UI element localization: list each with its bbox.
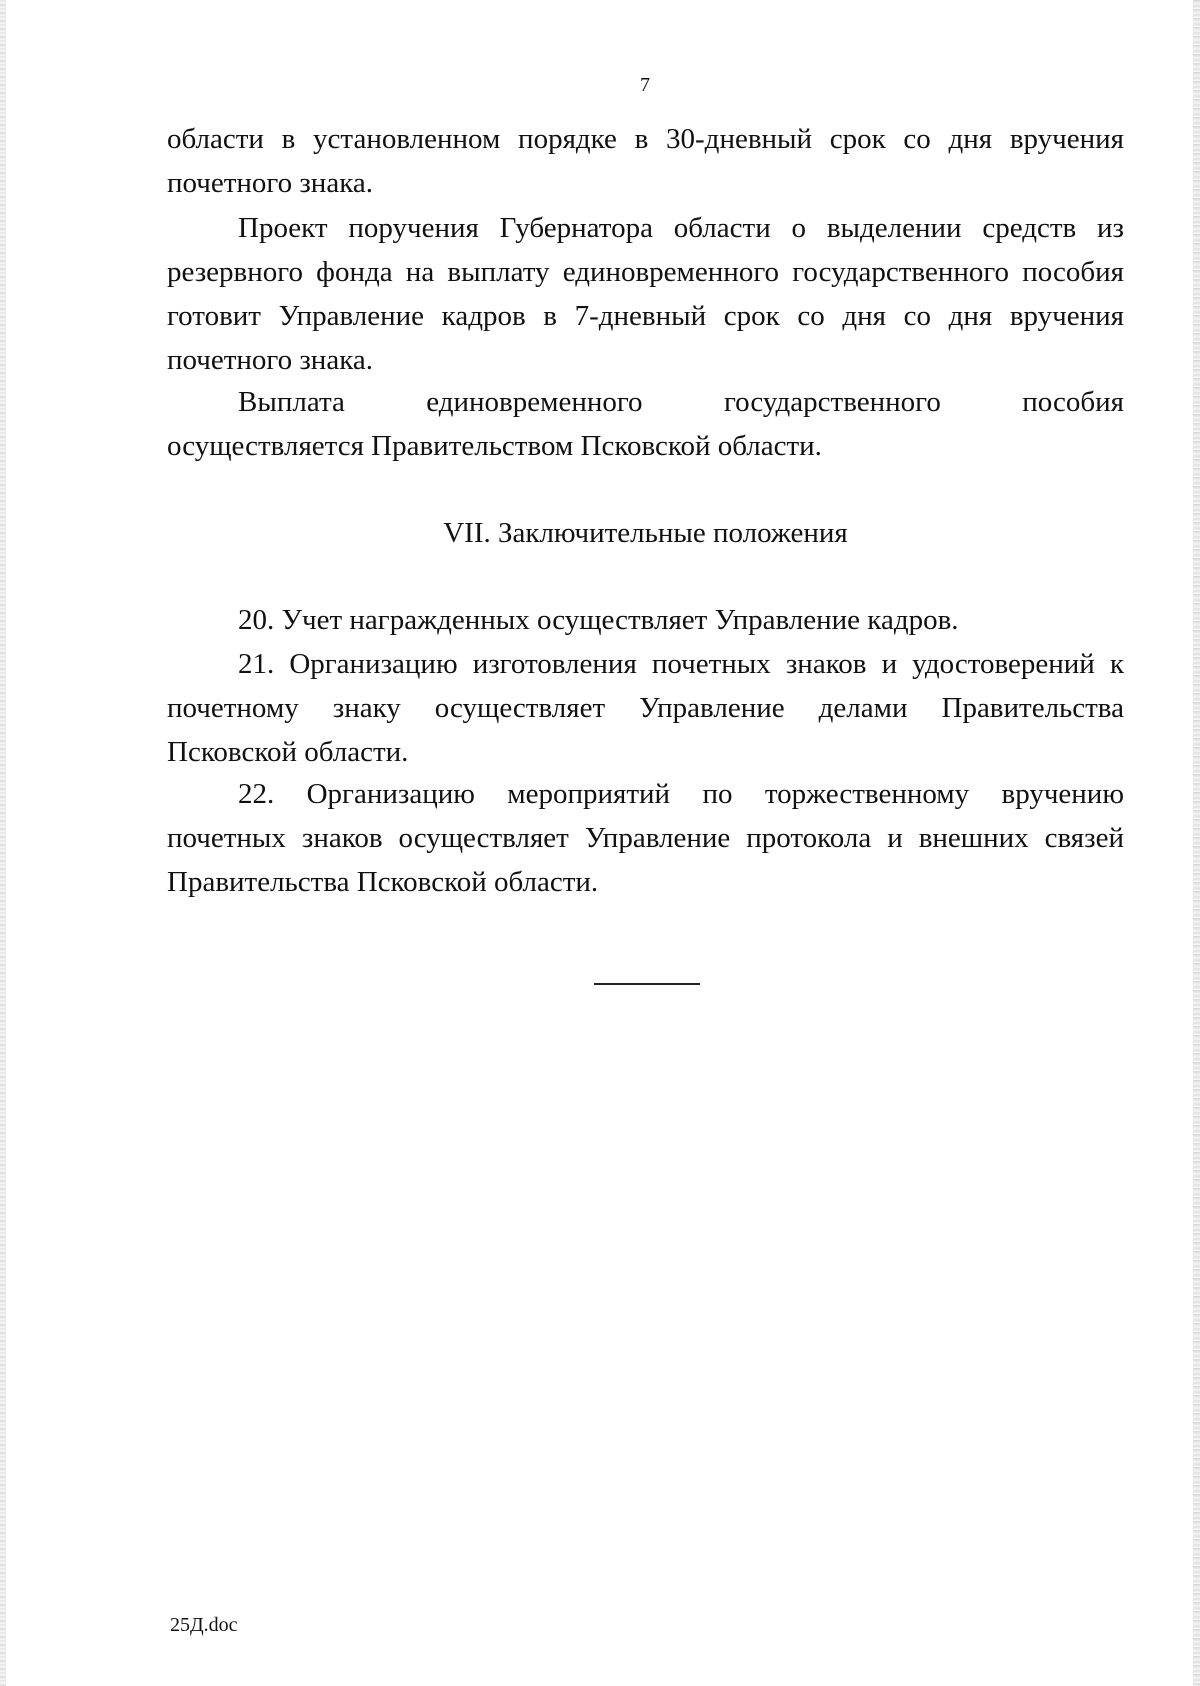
paragraph-payment-line-1: Выплата единовременного государственного пособия (238, 386, 1124, 418)
section-heading: VII. Заключительные положения (443, 517, 848, 549)
list-item-22: 22. Организацию мероприятий по торжественному вручению почетных знаков осуществляет Управление протокола и внешних связей Правительства Псковской области. (167, 778, 1124, 898)
paragraph-continuation: области в установленном порядке в 30-дневный срок со дня вручения почетного знака. (167, 123, 1124, 199)
scan-edge-right (1193, 0, 1200, 1686)
end-divider (594, 983, 700, 985)
footer-filename: 25Д.doc (170, 1614, 238, 1636)
page-number: 7 (640, 74, 650, 96)
paragraph-governor-order: Проект поручения Губернатора области о выделении средств из резервного фонда на выплату единовременного государственного пособия готовит Управление кадров в 7-дневный срок со дня со дня вручения почетного знака. (167, 212, 1124, 376)
paragraph-payment (167, 380, 1124, 468)
scan-edge-left (0, 0, 6, 1686)
paragraph-payment-line-2: осуществляется Правительством Псковской области. (167, 430, 822, 462)
list-item-21: 21. Организацию изготовления почетных знаков и удостоверений к почетному знаку осуществляет Управление делами Правительства Псковской области. (167, 648, 1124, 768)
list-item-20: 20. Учет награжденных осуществляет Управление кадров. (238, 604, 959, 636)
